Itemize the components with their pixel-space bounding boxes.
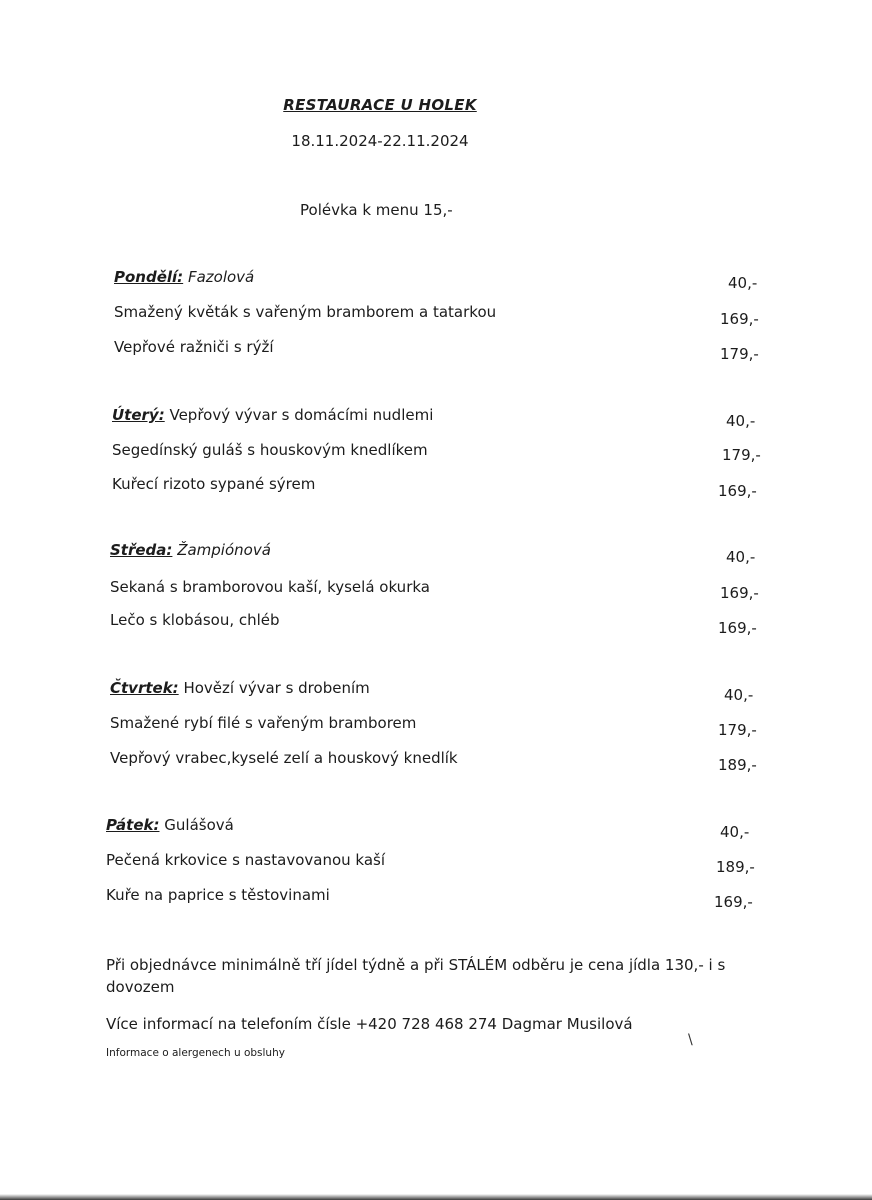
day-label: Pondělí: bbox=[114, 268, 184, 286]
dish-price: 189,- bbox=[716, 858, 755, 876]
dish-name: Vepřový vrabec,kyselé zelí a houskový knedlík bbox=[110, 749, 458, 767]
dish-name: Smažený květák s vařeným bramborem a tatarkou bbox=[114, 303, 497, 321]
scan-mark: \ bbox=[688, 1032, 693, 1048]
day-row-tuesday bbox=[112, 406, 433, 424]
dish-price: 189,- bbox=[718, 756, 757, 774]
day-soup: Vepřový vývar s domácími nudlemi bbox=[169, 406, 434, 424]
dish-price: 179,- bbox=[718, 721, 757, 739]
dish-name: Kuře na paprice s těstovinami bbox=[106, 886, 330, 904]
dish-price: 169,- bbox=[714, 893, 753, 911]
dish-price: 179,- bbox=[720, 345, 759, 363]
dish-name: Smažené rybí filé s vařeným bramborem bbox=[110, 714, 417, 732]
day-soup: Gulášová bbox=[164, 816, 234, 834]
soup-price-note: Polévka k menu 15,- bbox=[300, 201, 453, 219]
day-label: Pátek: bbox=[106, 816, 160, 834]
dish-price: 179,- bbox=[722, 446, 761, 464]
dish-name: Sekaná s bramborovou kaší, kyselá okurka bbox=[110, 578, 430, 596]
soup-price: 40,- bbox=[726, 548, 756, 566]
dish-price: 169,- bbox=[720, 584, 759, 602]
day-label: Úterý: bbox=[112, 406, 165, 424]
scan-bottom-edge bbox=[0, 1194, 872, 1200]
day-row-friday bbox=[106, 816, 234, 834]
day-soup: Žampiónová bbox=[177, 541, 271, 559]
day-label: Středa: bbox=[110, 541, 173, 559]
soup-price: 40,- bbox=[720, 823, 750, 841]
dish-name: Segedínský guláš s houskovým knedlíkem bbox=[112, 441, 428, 459]
dish-price: 169,- bbox=[718, 619, 757, 637]
soup-price: 40,- bbox=[726, 412, 756, 430]
soup-price: 40,- bbox=[724, 686, 754, 704]
dish-price: 169,- bbox=[720, 310, 759, 328]
menu-dates: 18.11.2024-22.11.2024 bbox=[291, 132, 469, 150]
day-row-monday bbox=[114, 268, 254, 286]
restaurant-title: RESTAURACE U HOLEK bbox=[283, 96, 477, 114]
soup-price: 40,- bbox=[728, 274, 758, 292]
contact-info: Více informací na telefoním čísle +420 728 468 274 Dagmar Musilová bbox=[106, 1015, 633, 1033]
dish-name: Vepřové ražniči s rýží bbox=[114, 338, 274, 356]
allergen-note: Informace o alergenech u obsluhy bbox=[106, 1047, 285, 1059]
day-soup: Fazolová bbox=[187, 268, 255, 286]
day-row-thursday bbox=[110, 679, 370, 697]
day-label: Čtvrtek: bbox=[110, 679, 179, 697]
dish-name: Lečo s klobásou, chléb bbox=[110, 611, 280, 629]
weekly-offer-note: Při objednávce minimálně tří jídel týdně a při STÁLÉM odběru je cena jídla 130,- i s dovozem bbox=[106, 956, 726, 996]
day-soup: Hovězí vývar s drobením bbox=[183, 679, 370, 697]
dish-price: 169,- bbox=[718, 482, 757, 500]
day-row-wednesday bbox=[110, 541, 271, 559]
dish-name: Kuřecí rizoto sypané sýrem bbox=[112, 475, 316, 493]
dish-name: Pečená krkovice s nastavovanou kaší bbox=[106, 851, 386, 869]
